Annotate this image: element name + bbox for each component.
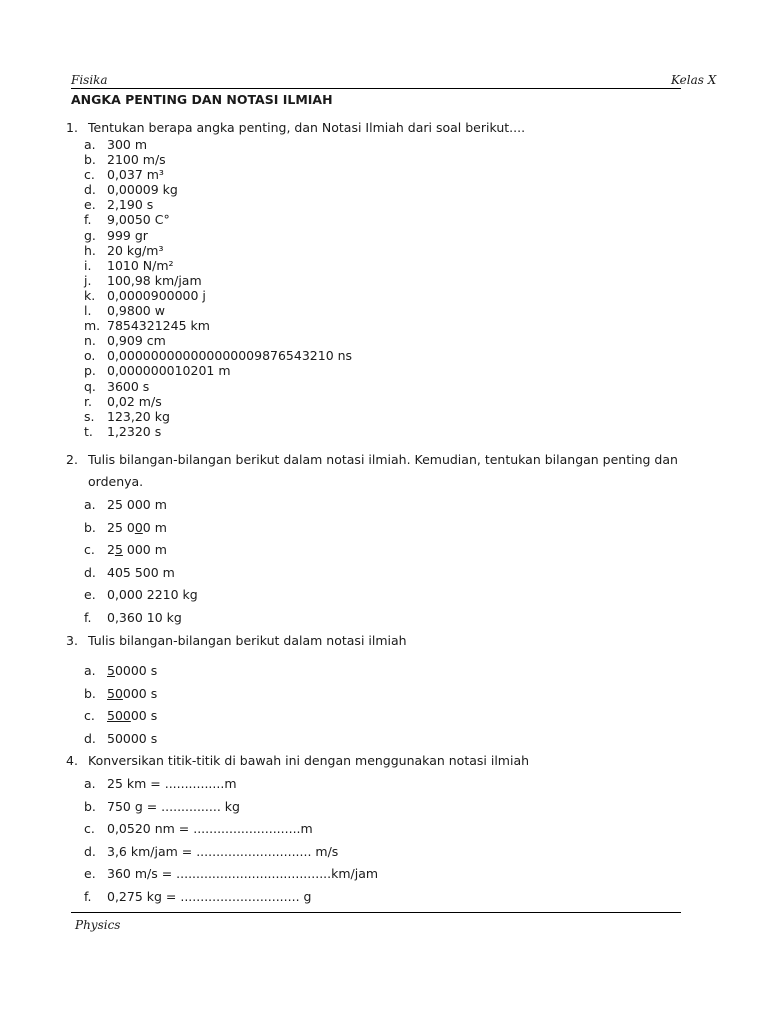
list-item [84,796,378,819]
item-text: 0,9800 w [107,303,165,319]
item-letter: k. [84,287,96,303]
list-item [84,494,198,517]
item-text: 0 m [142,519,167,535]
item-text: 999 gr [107,227,148,243]
item-text: 000 s [122,685,158,701]
item-text: 25 0 [107,519,135,535]
item-letter: t. [84,423,93,439]
item-text: 00 s [130,708,158,724]
list-item [84,288,352,303]
item-letter: a. [84,497,96,512]
item-text: 0,909 cm [107,333,166,349]
list-item [84,273,352,288]
list-item [84,841,378,864]
item-letter: b. [84,519,96,535]
header-divider [71,88,681,89]
item-letter: s. [84,408,95,424]
list-item [84,886,378,909]
item-text-underlined: 500 [107,708,131,724]
list-item [84,167,352,182]
item-letter: a. [84,137,96,152]
list-item [84,243,352,258]
question-1-items [84,137,352,439]
list-item [84,363,352,378]
item-letter: n. [84,333,96,349]
item-text: 0,360 10 kg [107,609,182,625]
list-item [84,562,198,585]
list-item [84,517,198,540]
item-text: 0,000 2210 kg [107,587,198,602]
item-text: 0,00009 kg [107,182,178,198]
list-item [84,863,378,886]
item-text: 0,02 m/s [107,393,162,409]
item-text: 2100 m/s [107,152,166,168]
question-text: Konversikan titik-titik di bawah ini dengan menggunakan notasi ilmiah [88,753,530,768]
footer-text: Physics [75,918,121,932]
question-1 [66,120,706,135]
list-item [84,152,352,167]
item-text: 405 500 m [107,564,175,580]
item-letter: h. [84,242,96,258]
item-text: 20 kg/m³ [107,242,164,258]
list-item [84,773,378,796]
list-item [84,409,352,424]
item-letter: a. [84,663,96,678]
item-letter: j. [84,272,92,288]
item-text: 7854321245 km [107,318,210,334]
page-title: ANGKA PENTING DAN NOTASI ILMIAH [71,92,333,107]
list-item [84,333,352,348]
item-text: 2 [107,542,115,557]
item-letter: f. [84,609,92,625]
item-text: 750 g = ............... kg [107,798,240,814]
item-letter: c. [84,542,95,557]
item-letter: f. [84,888,92,904]
item-letter: c. [84,821,95,837]
question-2 [66,449,706,493]
item-letter: r. [84,393,92,409]
question-text: Tentukan berapa angka penting, dan Notasi Ilmiah dari soal berikut.... [88,120,526,135]
list-item [84,379,352,394]
list-item [84,584,198,607]
item-text-underlined: 0 [134,519,143,535]
item-text: 0,000000010201 m [107,363,231,379]
list-item [84,258,352,273]
question-number: 1. [66,120,78,135]
item-text: 360 m/s = .......................................km/jam [107,866,379,882]
item-letter: e. [84,197,96,213]
list-item [84,394,352,409]
list-item [84,318,352,333]
item-letter: d. [84,564,96,580]
item-letter: e. [84,587,96,602]
item-text-underlined: 50 [107,685,123,701]
list-item [84,705,157,728]
question-3-items [84,660,157,751]
list-item [84,424,352,439]
item-letter: q. [84,378,96,394]
list-item [84,607,198,630]
item-text: 123,20 kg [107,408,170,424]
item-text: 0,037 m³ [107,167,164,183]
list-item [84,818,378,841]
question-3 [66,633,706,648]
item-letter: e. [84,866,96,882]
item-letter: b. [84,152,96,168]
item-text: 50000 s [107,731,158,747]
header-class: Kelas X [671,73,717,87]
item-text: 1,2320 s [107,423,162,439]
list-item [84,228,352,243]
item-text: 300 m [107,137,148,152]
item-letter: f. [84,212,92,228]
question-number: 3. [66,633,78,648]
question-number: 4. [66,753,78,768]
item-letter: a. [84,776,96,791]
list-item [84,660,157,683]
item-text: 100,98 km/jam [107,272,202,288]
item-letter: b. [84,798,96,814]
item-text: 25 km = ...............m [107,776,237,791]
list-item [84,303,352,318]
item-letter: c. [84,708,95,724]
item-text: 0,000000000000000009876543210 ns [107,348,353,364]
item-text: 0,0520 nm = ...........................m [107,821,313,837]
item-text-underlined: 5 [114,542,123,557]
item-text: 9,0050 C° [107,212,170,228]
question-text: Tulis bilangan-bilangan berikut dalam notasi ilmiah [88,633,407,648]
item-text: 1010 N/m² [107,257,174,273]
question-2-items [84,494,198,629]
list-item [84,728,157,751]
list-item [84,683,157,706]
list-item [84,197,352,212]
item-text: 2,190 s [107,197,154,213]
item-letter: c. [84,167,95,183]
question-4 [66,753,706,768]
item-letter: d. [84,182,96,198]
footer-divider [71,912,681,913]
list-item [84,539,198,562]
header-subject: Fisika [71,73,108,87]
item-text: 0000 s [114,663,158,678]
item-text: 3,6 km/jam = ............................. m/s [107,843,339,859]
question-text-line1: Tulis bilangan-bilangan berikut dalam notasi ilmiah. Kemudian, tentukan bilangan penting dan [88,452,678,467]
item-letter: m. [84,318,101,334]
list-item [84,348,352,363]
list-item [84,212,352,227]
item-letter: g. [84,227,96,243]
item-letter: o. [84,348,96,364]
item-letter: d. [84,843,96,859]
question-4-items [84,773,378,909]
list-item [84,137,352,152]
item-text: 25 000 m [107,497,167,512]
item-text-underlined: 5 [107,663,115,678]
item-text: 3600 s [107,378,150,394]
list-item [84,182,352,197]
question-number: 2. [66,452,78,467]
item-letter: p. [84,363,96,379]
item-letter: d. [84,731,96,747]
item-letter: i. [84,257,92,273]
item-letter: b. [84,685,96,701]
item-letter: l. [84,303,92,319]
item-text: 0,0000900000 j [107,287,206,303]
question-text-line2: ordenya. [88,474,144,489]
item-text: 000 m [122,542,167,557]
item-text: 0,275 kg = .............................. g [107,888,312,904]
